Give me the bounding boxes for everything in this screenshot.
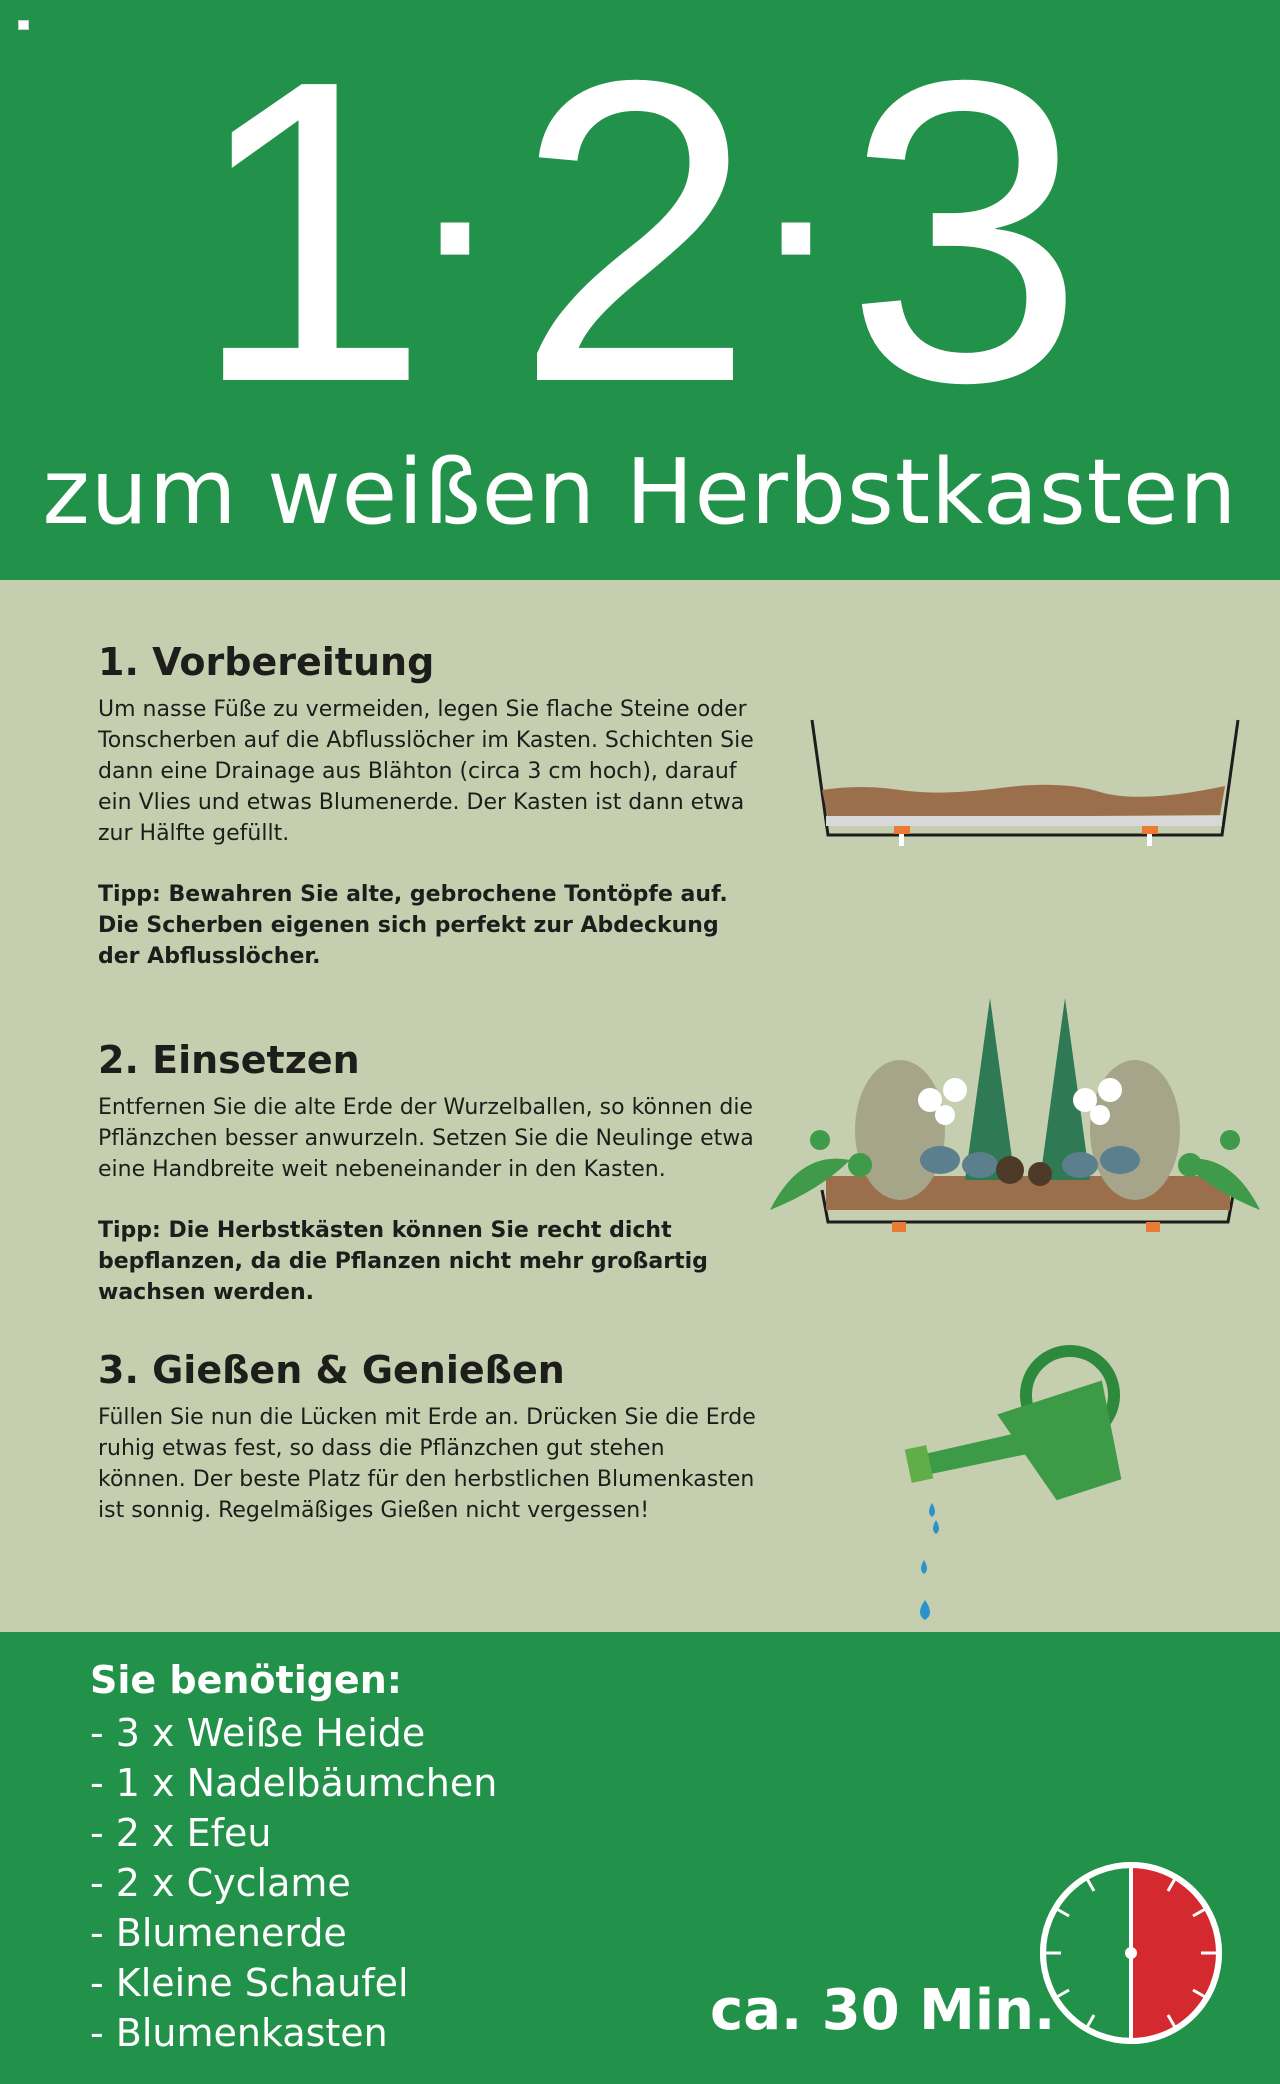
page-title: zum weißen Herbstkasten — [42, 440, 1238, 545]
list-item: - 2 x Cyclame — [90, 1861, 351, 1905]
list-item: - 1 x Nadelbäumchen — [90, 1761, 498, 1805]
step-title: 3. Gießen & Genießen — [98, 1348, 565, 1392]
requirements-title: Sie benötigen: — [90, 1658, 402, 1702]
step-tip: Tipp: Die Herbstkästen können Sie recht dicht bepflanzen, da die Pflanzen nicht mehr großartig wachsen werden. — [98, 1218, 708, 1305]
step-title: 1. Vorbereitung — [98, 640, 435, 684]
step-tip: Tipp: Bewahren Sie alte, gebrochene Tontöpfe auf. Die Scherben eigenen sich perfekt zur Abdeckung der Abflusslöcher. — [98, 882, 728, 969]
stopwatch-icon — [1036, 1858, 1226, 2048]
requirements-list — [90, 1708, 497, 2058]
step-title: 2. Einsetzen — [98, 1038, 360, 1082]
dot-2: · — [746, 48, 846, 384]
list-item: - 3 x Weiße Heide — [90, 1711, 426, 1755]
instructions-panel — [0, 580, 1280, 1632]
header-banner — [0, 0, 1280, 580]
duration-label: ca. 30 Min. — [710, 1978, 1056, 2043]
step-body: Um nasse Füße zu vermeiden, legen Sie flache Steine oder Tonscherben auf die Abflusslöcher im Kasten. Schichten Sie dann eine Drainage aus Blähton (circa 3 cm hoch), darauf ein Vlies und etwas Blumenerde. Der Kasten ist dann etwa zur Hälfte gefüllt. — [98, 697, 754, 846]
step-body: Entfernen Sie die alte Erde der Wurzelballen, so können die Pflänzchen besser anwurzeln. Setzen Sie die Neulinge etwa eine Handbreite weit nebeneinander in den Kasten. — [98, 1095, 754, 1182]
number-2: 2 — [515, 20, 755, 440]
planter-box-soil-illustration — [800, 710, 1250, 850]
planted-box-illustration — [750, 990, 1280, 1250]
list-item: - Kleine Schaufel — [90, 1961, 409, 2005]
watering-can-icon — [880, 1335, 1140, 1595]
list-item: - Blumenkasten — [90, 2011, 388, 2055]
number-3: 3 — [845, 20, 1085, 440]
number-1: 1 — [190, 20, 430, 440]
requirements-panel — [0, 1632, 1280, 2084]
step-watering — [98, 1348, 758, 1526]
step-planting — [98, 1038, 758, 1308]
step-numbers-heading — [0, 20, 1280, 440]
list-item: - Blumenerde — [90, 1911, 347, 1955]
dot-1: · — [405, 48, 505, 384]
step-body: Füllen Sie nun die Lücken mit Erde an. Drücken Sie die Erde ruhig etwas fest, so dass die Pflänzchen gut stehen können. Der beste Platz für den herbstlichen Blumenkasten ist sonnig. Regelmäßiges Gießen nicht vergessen! — [98, 1405, 756, 1523]
step-preparation — [98, 640, 758, 972]
list-item: - 2 x Efeu — [90, 1811, 272, 1855]
